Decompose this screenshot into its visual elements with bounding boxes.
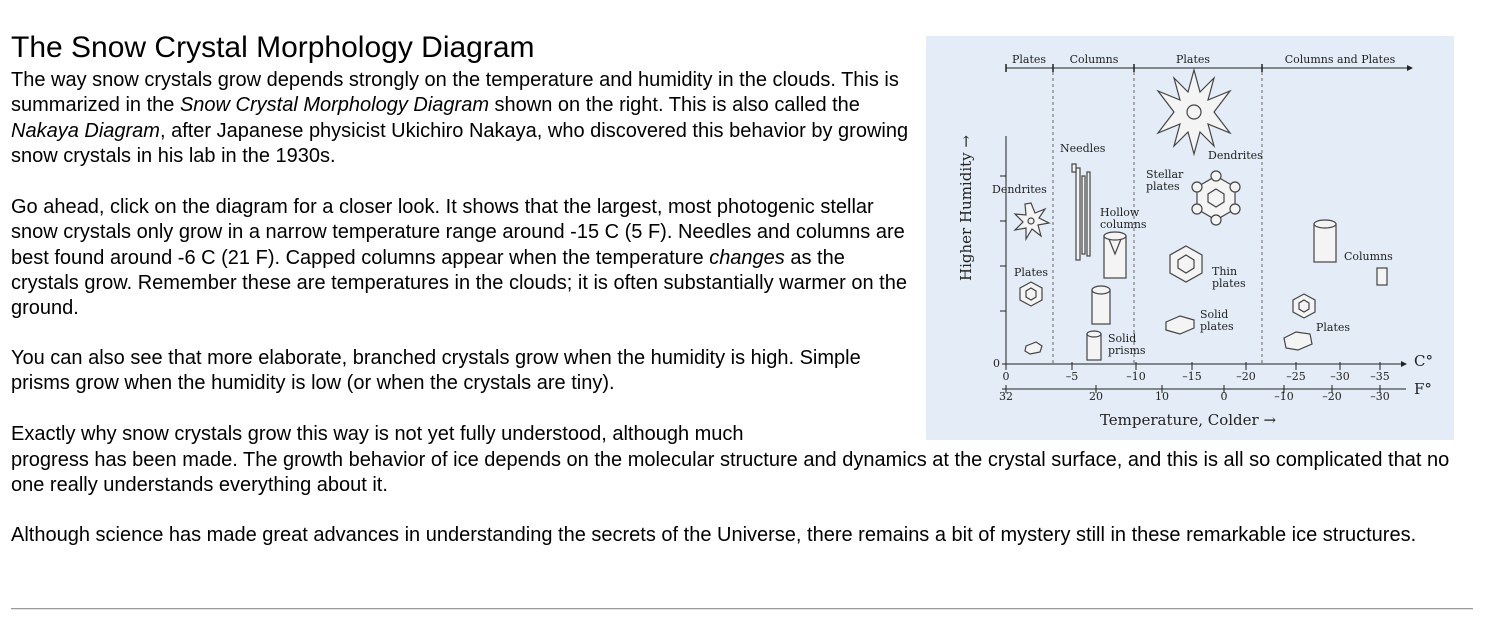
celsius-tick-7: –35: [1370, 370, 1390, 383]
label-needles: Needles: [1060, 142, 1106, 155]
needles-crystal: [1072, 164, 1090, 260]
fahrenheit-tick-1: 20: [1089, 390, 1103, 403]
celsius-tick-2: –10: [1126, 370, 1146, 383]
fahrenheit-tick-6: –30: [1370, 390, 1390, 403]
page-title: The Snow Crystal Morphology Diagram: [11, 31, 535, 64]
morphology-diagram-link[interactable]: [926, 36, 1454, 440]
dendrite-small-crystal: [1015, 203, 1049, 239]
region-label-plates-2: Plates: [1175, 53, 1211, 66]
temperature-text-a: Go ahead, click on the diagram for a closer look. It shows that the largest, most photogenic stellar snow crystals only grow in a narrow temperature range around -15 C (5 F). Needles and columns are best found around -6 C (21 F). Capped columns appear when the temperature: [11, 196, 905, 269]
intro-text-a: The way snow crystals grow depends strongly on the temperature and humidity in the clouds. This is summarized in the: [11, 69, 899, 117]
label-columns-right: Columns: [1344, 250, 1393, 263]
celsius-tick-labels: [1003, 370, 1390, 383]
thin-plate-crystal: [1170, 246, 1202, 282]
horizontal-rule: [11, 608, 1473, 610]
celsius-tick-4: –20: [1236, 370, 1256, 383]
label-thin-2: plates: [1212, 277, 1246, 290]
label-solid-plates-1: Solid: [1200, 308, 1229, 321]
understanding-paragraph-rest: progress has been made. The growth behavior of ice depends on the molecular structure and dynamics at the crystal surface, and this is all so complicated that no one really understands everything about it.: [11, 449, 1450, 497]
understanding-paragraph-line1: Exactly why snow crystals grow this way is not yet fully understood, although much: [11, 423, 744, 445]
celsius-tick-5: –25: [1286, 370, 1306, 383]
intro-em-nakaya: Nakaya Diagram: [11, 119, 160, 142]
y-axis-ticks: [1000, 176, 1006, 311]
intro-text-c: , after Japanese physicist Ukichiro Nakaya, who discovered this behavior by growing snow crystals in his lab in the 1930s.: [11, 119, 909, 167]
y-zero-label: 0: [993, 357, 1000, 370]
label-solid-prisms-1: Solid: [1108, 332, 1137, 345]
fahrenheit-unit: F°: [1414, 380, 1432, 398]
small-column-crystal: [1377, 268, 1387, 285]
fahrenheit-tick-labels: [999, 390, 1390, 403]
celsius-tick-6: –30: [1330, 370, 1350, 383]
plate-right-crystal: [1293, 294, 1315, 318]
y-axis-label: Higher Humidity →: [957, 135, 975, 281]
label-thin-1: Thin: [1212, 265, 1238, 278]
label-stellar-1: Stellar: [1146, 168, 1184, 181]
stellar-plate-crystal: [1192, 171, 1240, 225]
fahrenheit-tick-5: –20: [1322, 390, 1342, 403]
humidity-paragraph: You can also see that more elaborate, branched crystals grow when the humidity is high. Simple prisms grow when the humidity is low (or when the crystals are tiny).: [11, 347, 861, 395]
label-hollow-1: Hollow: [1100, 206, 1140, 219]
intro-text-b: shown on the right. This is also called the: [488, 94, 860, 117]
celsius-tick-0: 0: [1002, 370, 1010, 383]
fahrenheit-tick-4: –10: [1274, 390, 1294, 403]
intro-em-morphology: Snow Crystal Morphology Diagram: [179, 94, 489, 117]
fahrenheit-tick-2: 10: [1155, 390, 1169, 403]
label-solid-plates-2: plates: [1200, 320, 1234, 333]
temperature-text-b: as the crystals grow. Remember these are temperatures in the clouds; it is often substantially warmer on the ground.: [11, 246, 907, 320]
solid-prism-crystal: [1087, 331, 1101, 360]
plate-left-crystal: [1020, 282, 1042, 306]
region-label-plates-1: Plates: [1011, 53, 1047, 66]
morphology-diagram: [926, 36, 1454, 440]
region-label-columns-and-plates: Columns and Plates: [1284, 53, 1396, 66]
fahrenheit-tick-0: 32: [999, 390, 1013, 403]
celsius-tick-1: –5: [1065, 370, 1079, 383]
celsius-tick-3: –15: [1182, 370, 1202, 383]
label-hollow-2: columns: [1100, 218, 1147, 231]
column-right-crystal: [1314, 220, 1336, 262]
solid-plate-crystal: [1166, 316, 1194, 334]
temperature-em-changes: changes: [709, 246, 785, 269]
label-solid-prisms-2: prisms: [1108, 344, 1146, 357]
celsius-unit: C°: [1414, 352, 1433, 370]
label-dendrites-right: Dendrites: [1208, 149, 1263, 162]
intro-paragraph: [11, 68, 911, 169]
label-dendrites-left: Dendrites: [992, 183, 1047, 196]
label-plates-left: Plates: [1014, 266, 1049, 279]
x-axis-ticks: [1006, 362, 1380, 370]
mystery-paragraph: Although science has made great advances in understanding the secrets of the Universe, there remains a bit of mystery still in these remarkable ice structures.: [11, 524, 1417, 546]
fahrenheit-tick-3: 0: [1220, 390, 1228, 403]
dendrite-large-crystal: [1158, 70, 1230, 154]
solid-column-crystal: [1092, 286, 1110, 324]
tiny-plate-crystal: [1025, 342, 1042, 354]
hollow-column-crystal: [1104, 232, 1126, 278]
x-axis-label: Temperature, Colder →: [1099, 411, 1277, 429]
label-plates-right: Plates: [1316, 321, 1351, 334]
region-label-columns: Columns: [1069, 53, 1119, 66]
temperature-paragraph: [11, 195, 911, 321]
small-plate-crystal: [1284, 332, 1312, 350]
label-stellar-2: plates: [1146, 180, 1180, 193]
